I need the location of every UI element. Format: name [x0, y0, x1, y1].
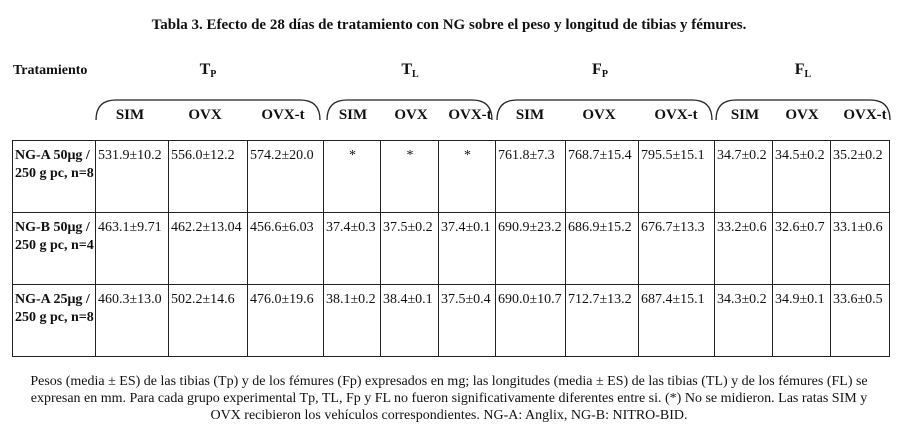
- cell-tp-ovx: 462.2±13.04: [169, 213, 248, 285]
- subheader-tp-sim: SIM: [115, 107, 145, 123]
- table-row: [13, 285, 890, 357]
- cell-fl-ovxt: 33.6±0.5: [831, 285, 890, 357]
- table-row: [13, 213, 890, 285]
- row-treatment-name: NG-A 50μg / 250 g pc, n=8: [13, 141, 96, 213]
- cell-fp-ovxt: 676.7±13.3: [639, 213, 715, 285]
- subheader-fp-sim: SIM: [515, 107, 545, 123]
- cell-tl-sim: *: [324, 141, 381, 213]
- group-header-fl: $F_L$: [794, 61, 812, 80]
- cell-fp-ovxt: 795.5±15.1: [639, 141, 715, 213]
- cell-tl-sim: 37.4±0.3: [324, 213, 381, 285]
- cell-fl-ovx: 34.5±0.2: [773, 141, 831, 213]
- cell-tp-sim: 460.3±13.0: [96, 285, 169, 357]
- treatment-header: Tratamiento: [13, 63, 88, 78]
- table-title: Tabla 3. Efecto de 28 días de tratamiento con NG sobre el peso y longitud de tibias y fémures.: [151, 17, 747, 33]
- cell-tl-ovxt: 37.5±0.4: [439, 285, 496, 357]
- cell-fp-ovx: 686.9±15.2: [566, 213, 639, 285]
- cell-fl-sim: 34.7±0.2: [715, 141, 773, 213]
- subheader-tl-ovxt: OVX-t: [448, 107, 492, 123]
- cell-tp-sim: 531.9±10.2: [96, 141, 169, 213]
- subheader-fl-ovxt: OVX-t: [843, 107, 887, 123]
- subheader-tp-ovxt: OVX-t: [261, 107, 305, 123]
- group-header-tl: $T_L$: [401, 61, 419, 80]
- row-treatment-name: NG-B 50μg / 250 g pc, n=4: [13, 213, 96, 285]
- cell-tp-ovxt: 456.6±6.03: [248, 213, 324, 285]
- group-header-fp: $F_P$: [592, 61, 608, 80]
- cell-fp-sim: 690.9±23.2: [496, 213, 566, 285]
- subheader-fl-ovx: OVX: [785, 107, 819, 123]
- cell-fp-sim: 690.0±10.7: [496, 285, 566, 357]
- cell-tp-ovx: 502.2±14.6: [169, 285, 248, 357]
- table-row: [13, 141, 890, 213]
- cell-tl-sim: 38.1±0.2: [324, 285, 381, 357]
- subheader-tl-sim: SIM: [338, 107, 368, 123]
- cell-tp-ovxt: 574.2±20.0: [248, 141, 324, 213]
- cell-fp-ovx: 768.7±15.4: [566, 141, 639, 213]
- cell-fl-ovxt: 33.1±0.6: [831, 213, 890, 285]
- cell-tl-ovx: *: [381, 141, 439, 213]
- cell-tp-sim: 463.1±9.71: [96, 213, 169, 285]
- cell-tp-ovx: 556.0±12.2: [169, 141, 248, 213]
- subheader-tl-ovx: OVX: [394, 107, 428, 123]
- cell-tl-ovx: 38.4±0.1: [381, 285, 439, 357]
- cell-fp-sim: 761.8±7.3: [496, 141, 566, 213]
- subheader-fp-ovxt: OVX-t: [654, 107, 698, 123]
- cell-fl-ovx: 32.6±0.7: [773, 213, 831, 285]
- cell-tp-ovxt: 476.0±19.6: [248, 285, 324, 357]
- row-treatment-name: NG-A 25μg / 250 g pc, n=8: [13, 285, 96, 357]
- cell-fp-ovx: 712.7±13.2: [566, 285, 639, 357]
- cell-tl-ovx: 37.5±0.2: [381, 213, 439, 285]
- subheader-fl-sim: SIM: [730, 107, 760, 123]
- cell-fp-ovxt: 687.4±15.1: [639, 285, 715, 357]
- cell-fl-sim: 34.3±0.2: [715, 285, 773, 357]
- cell-tl-ovxt: 37.4±0.1: [439, 213, 496, 285]
- cell-fl-ovxt: 35.2±0.2: [831, 141, 890, 213]
- table-caption: Pesos (media ± ES) de las tibias (Tp) y de los fémures (Fp) expresados en mg; las longitudes (media ± ES) de las tibias (TL) y de los fémures (FL) se expresan en mm. Para cada grupo experimental Tp, TL, Fp y FL no fueron significativamente diferentes entre si. (*) No se midieron. Las ratas SIM y OVX recibieron los vehículos correspondientes. NG-A: Anglix, NG-B: NITRO-BID.: [30, 374, 868, 423]
- group-header-tp: $T_P$: [199, 61, 217, 80]
- cell-fl-ovx: 34.9±0.1: [773, 285, 831, 357]
- subheader-fp-ovx: OVX: [582, 107, 616, 123]
- cell-fl-sim: 33.2±0.6: [715, 213, 773, 285]
- cell-tl-ovxt: *: [439, 141, 496, 213]
- subheader-tp-ovx: OVX: [188, 107, 222, 123]
- results-table: [12, 140, 890, 357]
